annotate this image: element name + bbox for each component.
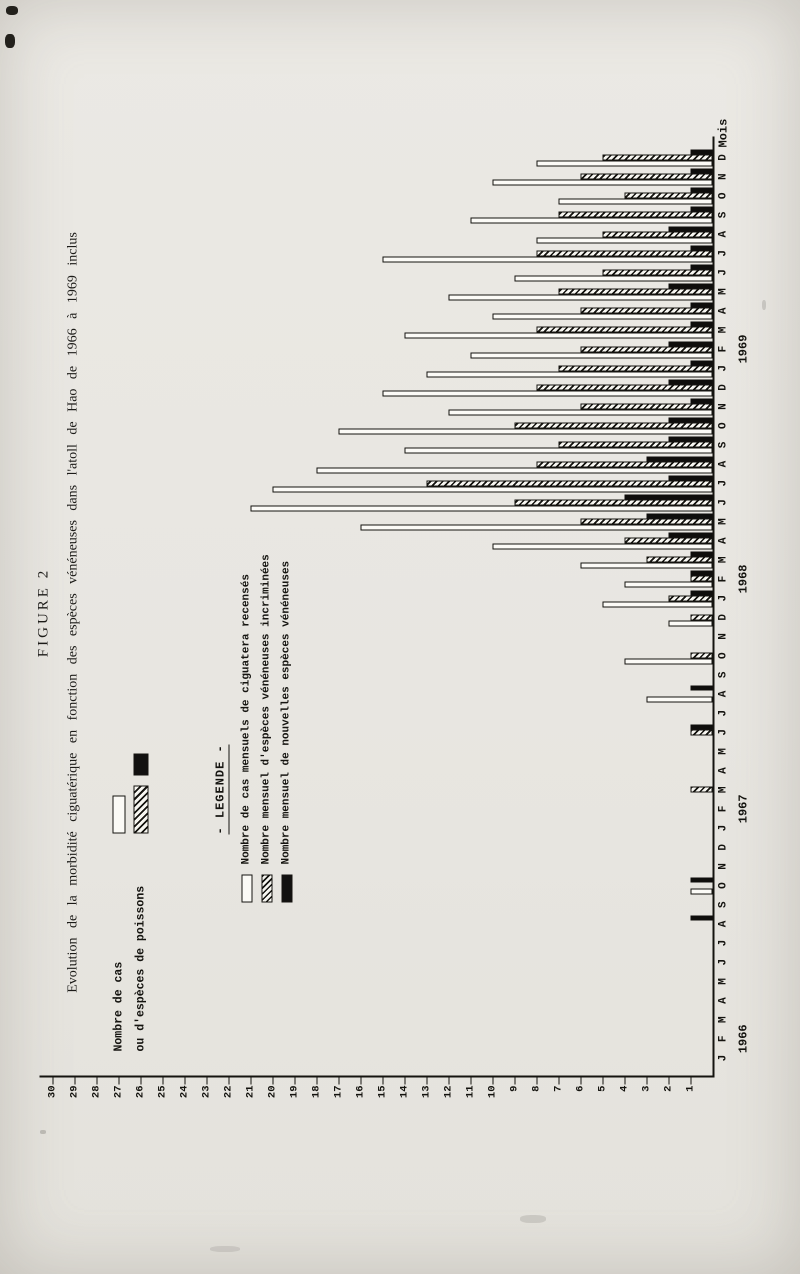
y-tick <box>75 1078 76 1085</box>
bar-open <box>493 314 713 320</box>
bar-solid <box>647 514 713 519</box>
month-label: J <box>717 709 730 717</box>
y-axis-caption-line2: ou d'espèces de poissons <box>134 885 147 1052</box>
bar-open <box>405 448 713 454</box>
bar-hatched <box>669 595 713 601</box>
y-tick <box>339 1078 340 1085</box>
bar-solid <box>691 360 713 365</box>
bar-open <box>493 544 713 550</box>
y-tick <box>317 1078 318 1085</box>
y-tick <box>229 1078 230 1085</box>
year-label: 1966 <box>736 1024 751 1054</box>
bar-solid <box>691 322 713 327</box>
bar-solid <box>691 916 713 921</box>
month-label: S <box>717 671 730 679</box>
y-tick-label: 25 <box>156 1085 169 1099</box>
month-label: J <box>717 479 730 487</box>
bar-solid <box>691 686 713 691</box>
bar-hatched <box>581 346 713 352</box>
month-label: M <box>717 288 730 295</box>
month-label: D <box>717 843 730 851</box>
bar-solid <box>669 341 713 346</box>
bar-open <box>471 352 713 358</box>
month-label: M <box>717 1016 730 1023</box>
bar-open <box>405 333 713 339</box>
month-label: J <box>717 939 730 947</box>
y-tick-label: 28 <box>90 1085 103 1099</box>
month-label: N <box>717 863 730 870</box>
month-label: N <box>717 173 730 180</box>
bar-open <box>449 295 713 301</box>
y-tick-label: 11 <box>464 1085 477 1099</box>
y-axis-caption-line1: Nombre de cas <box>112 961 125 1052</box>
bar-solid <box>669 475 713 480</box>
bar-hatched <box>537 327 713 333</box>
bar-hatched <box>691 787 713 793</box>
bar-solid <box>691 724 713 729</box>
bar-hatched <box>581 404 713 410</box>
bar-solid <box>691 207 713 212</box>
bar-solid <box>691 245 713 250</box>
bar-hatched <box>515 499 713 505</box>
bar-open <box>383 390 713 396</box>
bar-hatched <box>625 193 713 199</box>
y-tick-label: 10 <box>486 1085 499 1099</box>
month-label: M <box>717 786 730 794</box>
y-tick-label: 30 <box>46 1085 59 1099</box>
bar-hatched <box>537 250 713 256</box>
bar-hatched <box>691 614 713 620</box>
scan-artifact <box>210 1246 240 1252</box>
month-label: A <box>717 460 730 468</box>
y-tick-label: 7 <box>552 1085 565 1092</box>
month-label: O <box>717 652 730 659</box>
bar-open <box>493 180 713 186</box>
month-label: D <box>717 614 730 621</box>
bar-solid <box>691 878 713 883</box>
scan-artifact <box>520 1215 546 1223</box>
scan-artifact <box>40 1130 46 1134</box>
bar-hatched <box>691 576 713 582</box>
month-label: J <box>717 499 730 506</box>
y-tick <box>273 1078 274 1085</box>
bar-open <box>339 429 713 435</box>
y-tick-label: 29 <box>68 1085 81 1099</box>
y-tick <box>97 1078 98 1085</box>
bar-open <box>471 218 713 224</box>
month-label: N <box>717 403 730 410</box>
figure-title: Evolution de la morbidité ciguatérique en fonction des espèces vénéneuses dans l'atoll de Hao de 1966 à 1969 inclus <box>65 232 81 993</box>
bar-open <box>515 275 713 281</box>
month-label: J <box>717 594 730 602</box>
bar-open <box>647 697 713 703</box>
y-tick-label: 15 <box>376 1085 389 1099</box>
bar-solid <box>669 226 713 231</box>
bar-open <box>427 371 713 377</box>
bar-solid <box>669 437 713 442</box>
y-tick-label: 3 <box>640 1085 653 1092</box>
bar-solid <box>691 552 713 557</box>
y-tick <box>383 1078 384 1085</box>
month-label: A <box>717 767 730 774</box>
scan-artifact <box>5 34 15 48</box>
bar-solid <box>625 494 713 499</box>
y-tick <box>207 1078 208 1085</box>
y-tick-label: 26 <box>134 1085 147 1099</box>
bar-solid <box>669 379 713 384</box>
y-tick-label: 23 <box>200 1085 213 1099</box>
y-tick <box>295 1078 296 1085</box>
bar-solid <box>691 303 713 308</box>
bar-solid <box>669 284 713 289</box>
month-label: J <box>717 1054 730 1062</box>
y-tick <box>119 1078 120 1085</box>
month-label: A <box>717 307 730 315</box>
y-tick <box>691 1078 692 1085</box>
y-tick-label: 8 <box>530 1085 543 1092</box>
bar-solid <box>691 399 713 404</box>
month-label: S <box>717 211 730 219</box>
bar-open <box>251 505 713 511</box>
y-tick-label: 24 <box>178 1085 191 1099</box>
bar-open <box>559 199 713 205</box>
y-tick-label: 12 <box>442 1085 455 1099</box>
bar-hatched <box>581 308 713 314</box>
month-label: F <box>717 345 730 353</box>
figure-label: FIGURE 2 <box>35 567 52 658</box>
month-label: S <box>717 441 730 449</box>
month-label: J <box>717 824 730 832</box>
y-tick-label: 14 <box>398 1085 411 1099</box>
bar-solid <box>669 418 713 423</box>
legend-item-label: Nombre mensuel de nouvelles espèces vénéneuses <box>280 560 293 865</box>
y-tick <box>669 1078 670 1085</box>
month-label: A <box>717 537 730 544</box>
y-tick <box>141 1078 142 1085</box>
bar-hatched <box>691 729 713 735</box>
y-tick <box>163 1078 164 1085</box>
legend-item-label: Nombre de cas mensuels de ciguatera recensés <box>240 574 253 865</box>
month-label: J <box>717 364 730 372</box>
month-label: A <box>717 997 730 1004</box>
month-label: A <box>717 690 730 698</box>
y-tick-label: 18 <box>310 1085 323 1099</box>
bar-open <box>603 601 713 607</box>
bar-hatched <box>647 557 713 563</box>
y-tick-label: 9 <box>508 1085 521 1092</box>
bar-hatched <box>537 461 713 467</box>
y-tick-label: 21 <box>244 1085 257 1099</box>
bar-open <box>317 467 713 473</box>
legend-item-label: Nombre mensuel d'espèces vénéneuses incriminées <box>260 554 273 865</box>
y-tick <box>559 1078 560 1085</box>
bar-solid <box>647 456 713 461</box>
y-tick <box>625 1078 626 1085</box>
month-label: M <box>717 556 730 564</box>
bar-open <box>625 582 713 588</box>
y-tick <box>185 1078 186 1085</box>
y-tick <box>647 1078 648 1085</box>
y-tick <box>537 1078 538 1085</box>
bar-hatched <box>603 269 713 275</box>
month-label: D <box>717 154 730 161</box>
y-tick-label: 16 <box>354 1085 367 1099</box>
month-label: O <box>717 422 730 430</box>
y-tick-label: 19 <box>288 1085 301 1099</box>
year-label: 1968 <box>736 564 751 594</box>
year-label: 1967 <box>736 794 751 824</box>
month-label: J <box>717 958 730 966</box>
month-label: M <box>717 748 730 755</box>
month-label: O <box>717 192 730 200</box>
bar-hatched <box>625 538 713 544</box>
bar-open <box>537 160 713 166</box>
bar-hatched <box>581 519 713 525</box>
bar-hatched <box>603 154 713 160</box>
month-label: J <box>717 249 730 257</box>
bar-hatched <box>427 480 713 486</box>
month-label: A <box>717 920 730 928</box>
y-tick-label: 17 <box>332 1085 345 1099</box>
y-tick <box>471 1078 472 1085</box>
chart-plot-area <box>28 118 773 1099</box>
legend-heading: - LEGENDE - <box>213 744 228 835</box>
y-tick <box>427 1078 428 1085</box>
bar-solid <box>691 264 713 269</box>
bar-hatched <box>559 212 713 218</box>
y-tick-label: 1 <box>684 1085 697 1092</box>
y-tick-label: 13 <box>420 1085 433 1099</box>
y-tick-label: 6 <box>574 1085 587 1092</box>
bar-solid <box>691 571 713 576</box>
bar-open <box>691 889 713 895</box>
y-tick-label: 4 <box>618 1085 631 1092</box>
bar-solid <box>691 149 713 154</box>
month-label: N <box>717 633 730 640</box>
bar-hatched <box>691 653 713 659</box>
bar-hatched <box>603 231 713 237</box>
month-label: O <box>717 882 730 889</box>
y-tick-label: 20 <box>266 1085 279 1099</box>
y-tick <box>251 1078 252 1085</box>
bar-solid <box>691 590 713 595</box>
bar-open <box>581 563 713 569</box>
month-label: S <box>717 901 730 909</box>
bar-open <box>273 486 713 492</box>
bar-open <box>361 525 713 531</box>
month-label: F <box>717 575 730 583</box>
bar-hatched <box>581 174 713 180</box>
month-label: D <box>717 384 730 391</box>
month-label: J <box>717 269 730 276</box>
y-tick <box>53 1078 54 1085</box>
bar-open <box>537 237 713 243</box>
bar-open <box>449 410 713 416</box>
bar-hatched <box>559 442 713 448</box>
x-axis-line <box>713 137 715 1078</box>
y-tick-label: 27 <box>112 1085 125 1099</box>
month-label: J <box>717 728 730 736</box>
scan-artifact <box>6 6 18 15</box>
month-label: M <box>717 978 730 985</box>
month-label: A <box>717 230 730 238</box>
bar-open <box>625 659 713 665</box>
y-tick-label: 2 <box>662 1085 675 1092</box>
y-tick-label: 5 <box>596 1085 609 1092</box>
y-tick <box>515 1078 516 1085</box>
bar-open <box>383 256 713 262</box>
bar-hatched <box>559 365 713 371</box>
bar-solid <box>669 533 713 538</box>
bar-solid <box>691 188 713 193</box>
bar-open <box>669 620 713 626</box>
bar-hatched <box>537 384 713 390</box>
month-label: M <box>717 326 730 334</box>
year-label: 1969 <box>736 334 751 364</box>
y-tick <box>581 1078 582 1085</box>
y-tick <box>361 1078 362 1085</box>
figure-rotated-container <box>28 118 773 1099</box>
bar-hatched <box>559 289 713 295</box>
bar-hatched <box>515 423 713 429</box>
bar-solid <box>691 169 713 174</box>
month-label: F <box>717 805 730 813</box>
y-tick-label: 22 <box>222 1085 235 1099</box>
y-tick <box>449 1078 450 1085</box>
x-axis-label: Mois <box>716 118 731 148</box>
y-tick <box>405 1078 406 1085</box>
month-label: M <box>717 518 730 525</box>
y-tick <box>603 1078 604 1085</box>
y-tick <box>493 1078 494 1085</box>
month-label: F <box>717 1035 730 1043</box>
